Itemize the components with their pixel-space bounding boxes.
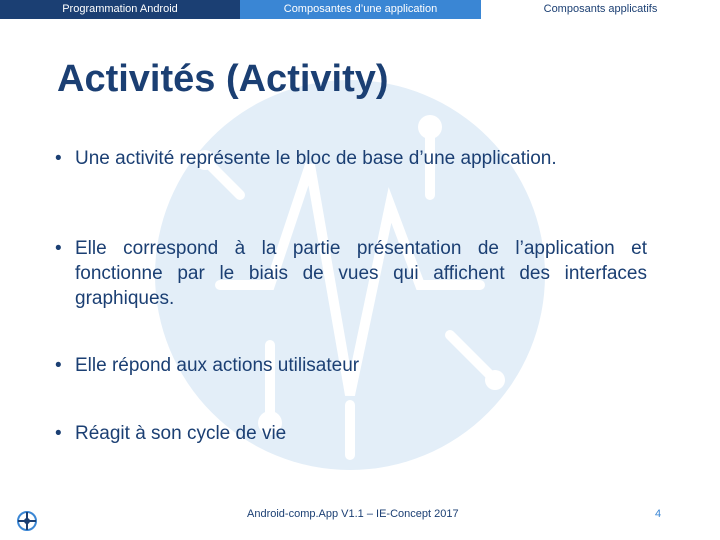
bullet-marker: • bbox=[55, 355, 62, 376]
bullet-item bbox=[55, 353, 647, 378]
bullet-marker: • bbox=[55, 148, 62, 169]
company-logo-icon bbox=[14, 510, 40, 532]
header-section-chapter: Composantes d’une application bbox=[240, 0, 481, 19]
bullet-marker: • bbox=[55, 238, 62, 259]
footer-text: Android-comp.App V1.1 – IE-Concept 2017 bbox=[247, 508, 459, 520]
header-section-topic: Composants applicatifs bbox=[481, 0, 720, 19]
bullet-item bbox=[55, 146, 647, 171]
bullet-marker: • bbox=[55, 423, 62, 444]
bullet-text: Réagit à son cycle de vie bbox=[75, 423, 287, 444]
bullet-item bbox=[55, 236, 647, 311]
bullet-text: Elle correspond à la partie présentation de l’application et fonctionne par le biais de vues qui affichent des interfaces graphiques. bbox=[75, 238, 647, 309]
bullet-text: Une activité représente le bloc de base d’une application. bbox=[75, 148, 557, 169]
header-bar bbox=[0, 0, 720, 19]
page-number: 4 bbox=[655, 508, 662, 520]
slide-title: Activités (Activity) bbox=[57, 58, 389, 100]
header-section-course: Programmation Android bbox=[0, 0, 240, 19]
bullet-text: Elle répond aux actions utilisateur bbox=[75, 355, 360, 376]
bullet-item bbox=[55, 421, 647, 446]
